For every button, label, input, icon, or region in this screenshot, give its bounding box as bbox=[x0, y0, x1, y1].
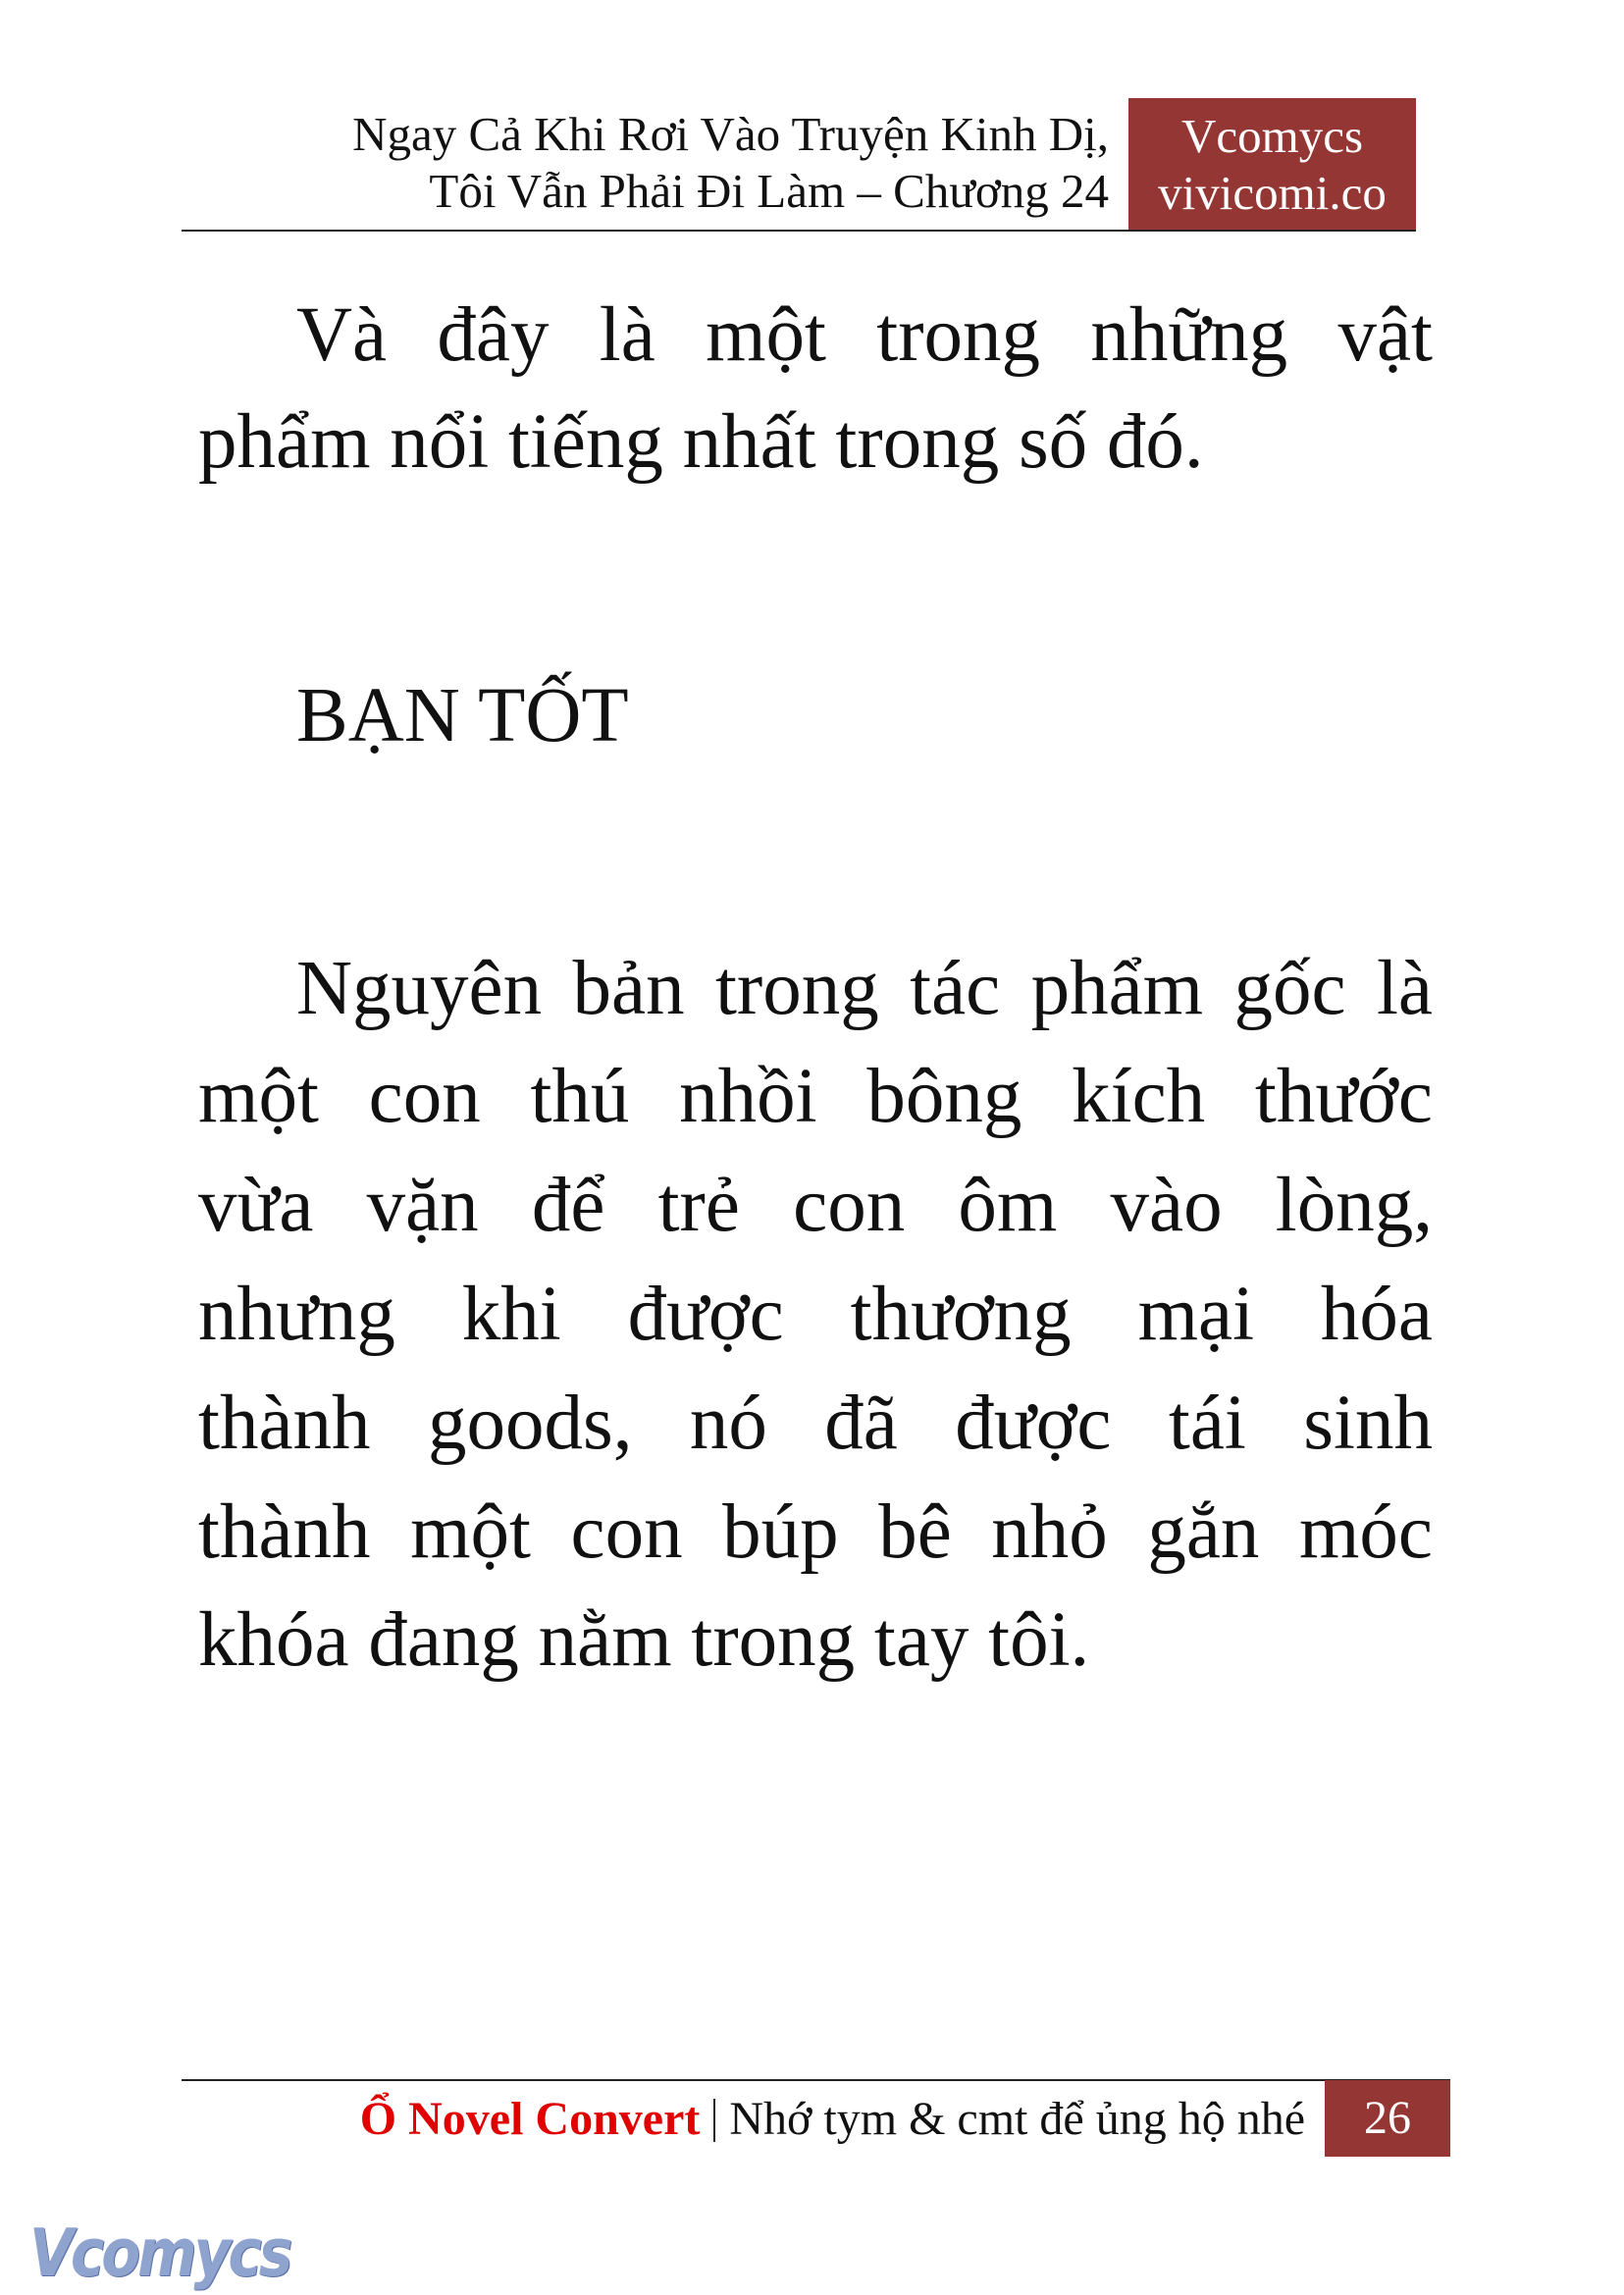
footer-separator bbox=[713, 2099, 715, 2142]
footer-brand: Ổ Novel Convert bbox=[359, 2093, 701, 2145]
paragraph-line: phẩm nổi tiếng nhất trong số đó. bbox=[198, 399, 1204, 485]
footer-text bbox=[360, 2090, 1305, 2149]
paragraph-line: khóa đang nằm trong tay tôi. bbox=[198, 1597, 1090, 1683]
paragraph-line: Và đây là một trong những vật bbox=[296, 292, 1433, 378]
header-title-line: Tôi Vẫn Phải Đi Làm – Chương 24 bbox=[429, 164, 1109, 218]
paragraph-line: một con thú nhồi bông kích thước bbox=[198, 1054, 1433, 1139]
header-site-badge bbox=[1128, 98, 1416, 232]
paragraph-line: Nguyên bản trong tác phẩm gốc là bbox=[296, 946, 1433, 1031]
section-heading: BẠN TỐT bbox=[296, 673, 629, 758]
header-title-line: Ngay Cả Khi Rơi Vào Truyện Kinh Dị, bbox=[352, 107, 1109, 161]
header-divider bbox=[182, 230, 1416, 232]
watermark-logo: Vcomycs bbox=[29, 2214, 290, 2292]
site-name: Vcomycs bbox=[1180, 109, 1364, 163]
paragraph-line: thành goods, nó đã được tái sinh bbox=[198, 1381, 1433, 1466]
footer-message: Nhớ tym & cmt để ủng hộ nhé bbox=[729, 2093, 1305, 2145]
page-number: 26 bbox=[1325, 2080, 1450, 2157]
footer-divider bbox=[182, 2079, 1450, 2081]
paragraph-line: vừa vặn để trẻ con ôm vào lòng, bbox=[198, 1163, 1433, 1248]
header-title bbox=[352, 106, 1109, 220]
site-url: vivicomi.co bbox=[1158, 166, 1387, 220]
paragraph-line: thành một con búp bê nhỏ gắn móc bbox=[198, 1489, 1433, 1575]
paragraph-line: nhưng khi được thương mại hóa bbox=[198, 1272, 1433, 1357]
